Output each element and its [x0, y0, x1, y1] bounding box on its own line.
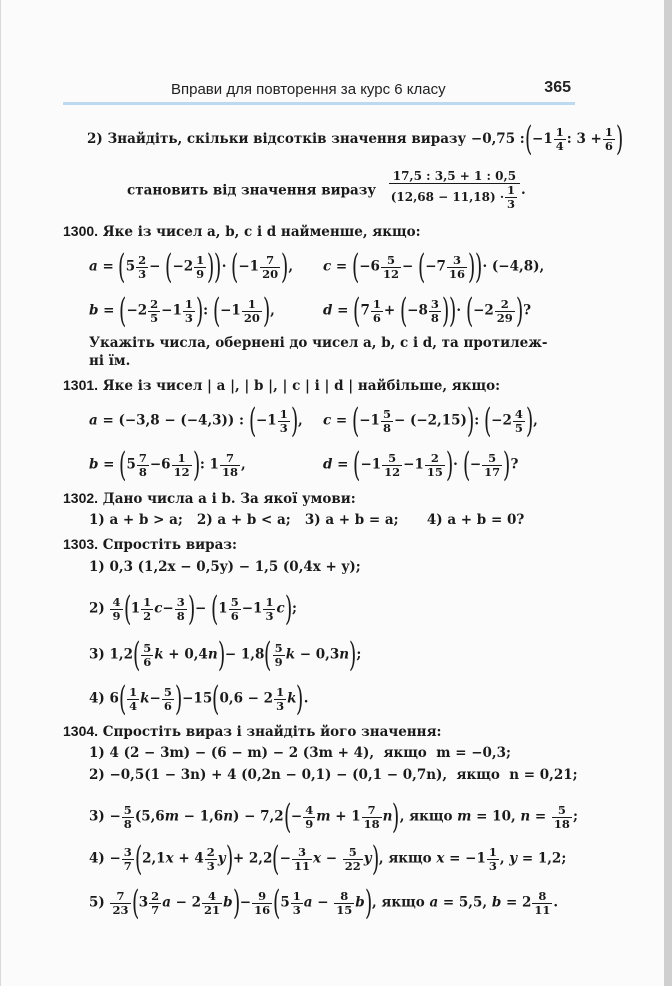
item2-text: 2) −0,5(1 − 3n) + 4 (0,2n − 0,1) − (0,1 − 0,7n), якщо n = 0,21;	[89, 767, 578, 783]
expr-1304-5: 5) $\frac{7}{23}$ (3 $\frac{2}{7}$ a − 2 $\frac{4}{21}$ b)− $\frac{9}{16}$ (5 $\frac{1}{3}$ a − $\frac{8}{15}$ b), якщо a = 5,5, b = 2 $\frac{8}{11}$ .	[89, 883, 559, 923]
header-rule	[63, 102, 575, 105]
exercise-1302-options	[89, 511, 524, 529]
note-text-cont: ні їм.	[89, 353, 131, 369]
exercise-number: 1304.	[63, 723, 99, 739]
part2-expr: −0,75 :(−1 $\frac{1}{4}$ : 3 + $\frac{1}{6}$ )	[470, 119, 624, 159]
expr-1300-d: d = (7 $\frac{1}{6}$ + (−8 $\frac{3}{8}$ ))· (−2 $\frac{2}{29}$ )?	[323, 291, 531, 331]
expr-prefix: −0,75 :	[470, 130, 525, 147]
item1-text: 1) 4 (2 − 3m) − (6 − m) − 2 (3m + 4), якщо m = −0,3;	[89, 745, 511, 761]
page-number: 365	[544, 79, 571, 96]
exercise-number: 1303.	[63, 536, 99, 552]
if-word: якщо	[409, 808, 453, 825]
expr-1300-c: c = (−6 $\frac{5}{12}$ − (−7 $\frac{3}{16}$ ))· (−4,8),	[323, 247, 545, 287]
exercise-1303-question	[63, 535, 237, 554]
exercise-1300-note-cont	[89, 352, 130, 370]
expr-1304-4: 4) − $\frac{3}{7}$ (2,1x + 4 $\frac{2}{3}$ y)+ 2,2(− $\frac{3}{11}$ x − $\frac{5}{22}$ y), якщо x = −1 $\frac{1}{3}$ , y = 1,2;	[89, 839, 567, 879]
expr-1300-b: b = (−2 $\frac{2}{5}$ −1 $\frac{1}{3}$ ): (−1 $\frac{1}{20}$ ),	[89, 291, 275, 331]
expr-1301-b: b = (5 $\frac{7}{8}$ −6 $\frac{1}{12}$ ): 1 $\frac{7}{18}$ ,	[89, 445, 246, 485]
exercise-1301-question	[63, 376, 500, 395]
exercise-1304-question	[63, 722, 442, 741]
question-text: Яке із чисел a, b, c і d найменше, якщо:	[102, 224, 421, 240]
expr-1301-a: a = (−3,8 − (−4,3)) : (−1 $\frac{1}{3}$ ),	[89, 401, 303, 441]
question-text: Спростіть вираз і знайдіть його значення:	[102, 724, 442, 740]
question-text: Дано числа a і b. За якої умови:	[102, 491, 356, 507]
expr-1301-d: d = (−1 $\frac{5}{12}$ −1 $\frac{2}{15}$ )· (− $\frac{5}{17}$ )?	[323, 445, 519, 485]
exercise-1299-part2	[87, 119, 624, 159]
item1-text: 1) 0,3 (1,2x − 0,5y) − 1,5 (0,4x + y);	[89, 559, 361, 575]
expr-1303-4: 4) 6( $\frac{1}{4}$ k− $\frac{5}{6}$ )−15(0,6 − 2 $\frac{1}{3}$ k).	[89, 679, 309, 719]
expr-1301-c: c = (−1 $\frac{5}{8}$ − (−2,15)): (−2 $\frac{4}{5}$ ),	[323, 401, 538, 441]
exercise-1302-question	[63, 489, 356, 508]
expr-1304-1	[89, 744, 511, 762]
if-word: якщо	[388, 850, 432, 867]
becomes-text: становить від значення виразу	[127, 182, 377, 199]
question-text: Яке із чисел | a |, | b |, | c | і | d | найбільше, якщо:	[102, 378, 501, 394]
page-edge	[664, 0, 672, 986]
expr-1303-1	[89, 558, 361, 576]
exercise-number: 1300.	[63, 223, 99, 239]
exercise-number: 1302.	[63, 490, 99, 506]
expr-1303-2: 2) $\frac{4}{9}$ (1 $\frac{1}{2}$ c− $\frac{3}{8}$ )− (1 $\frac{5}{6}$ −1 $\frac{1}{3}$ c);	[89, 589, 297, 629]
options-text: 1) a + b > a; 2) a + b < a; 3) a + b = a; 4) a + b = 0?	[89, 512, 525, 528]
big-frac-den-text: (12,68 − 11,18) ·	[390, 190, 505, 204]
expr-1304-2	[89, 766, 578, 784]
expr-1300-a: a = (5 $\frac{2}{3}$ − (−2 $\frac{1}{9}$ ))· (−1 $\frac{7}{20}$ ),	[89, 247, 294, 287]
expr-1303-3: 3) 1,2( $\frac{5}{6}$ k + 0,4n)− 1,8( $\frac{5}{9}$ k − 0,3n);	[89, 635, 362, 675]
header-title: Вправи для повторення за курс 6 класу	[171, 81, 446, 98]
page-header	[63, 78, 575, 102]
big-fraction	[389, 170, 520, 211]
exercise-1300-question	[63, 222, 421, 241]
exercise-1300-note	[89, 334, 548, 352]
note-text: Укажіть числа, обернені до чисел a, b, c і d, та протилеж-	[89, 335, 548, 351]
big-frac-den: (12,68 − 11,18) · $\frac{1}{3}$	[390, 183, 516, 211]
big-frac-num: 17,5 : 3,5 + 1 : 0,5	[389, 170, 520, 184]
if-word: якщо	[381, 894, 425, 911]
expr-1304-3: 3) − $\frac{5}{8}$ (5,6m − 1,6n) − 7,2(− $\frac{4}{9}$ m + 1 $\frac{7}{18}$ n), якщо m = 10, n = $\frac{5}{18}$ ;	[89, 797, 578, 837]
question-text: Спростіть вираз:	[102, 537, 237, 553]
exercise-1299-second-expr: становить від значення виразу 17,5 : 3,5 + 1 : 0,5 (12,68 − 11,18) · $\frac{1}{3}$ .	[127, 169, 526, 211]
part2-text: 2) Знайдіть, скільки відсотків значення виразу	[87, 131, 467, 147]
exercise-number: 1301.	[63, 377, 99, 393]
